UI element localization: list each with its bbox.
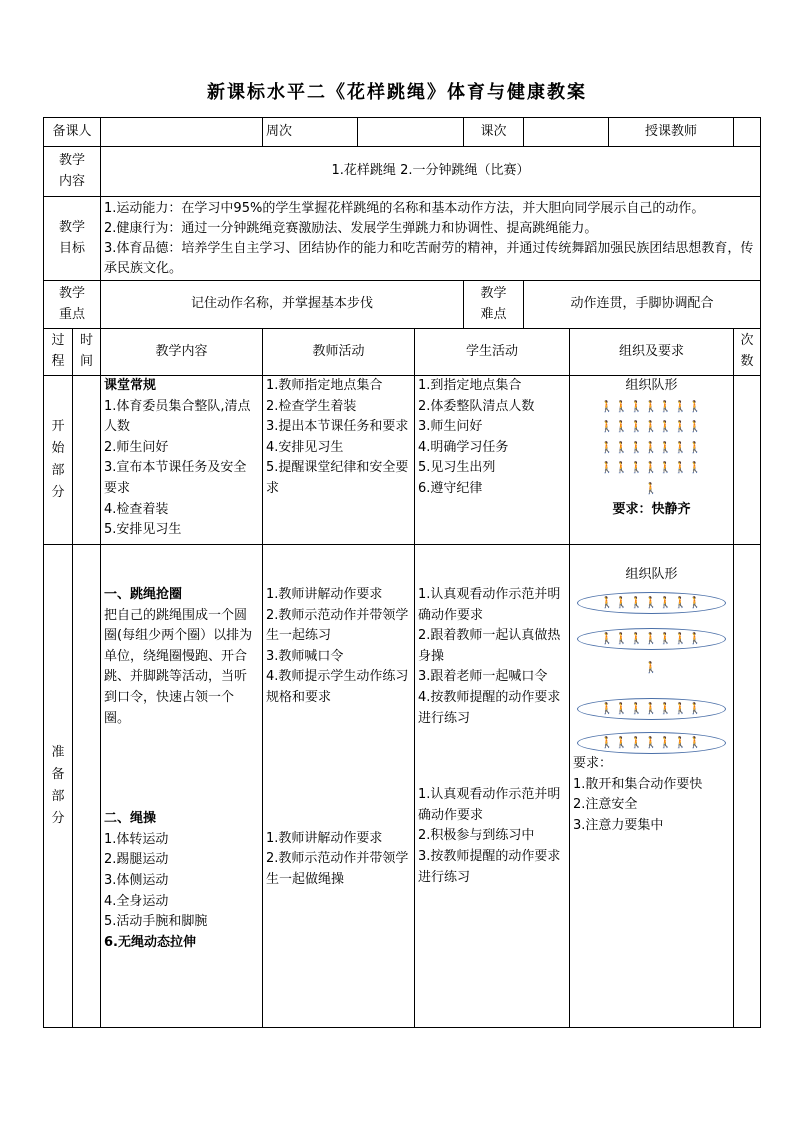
difficulty-label: 教学 难点 bbox=[464, 281, 524, 329]
header-row bbox=[44, 118, 761, 147]
preparer-value bbox=[101, 118, 263, 147]
col-student: 学生活动 bbox=[415, 329, 570, 376]
teacher-value bbox=[734, 118, 761, 147]
teacher-label: 授课教师 bbox=[609, 118, 734, 147]
column-header-row bbox=[44, 329, 761, 376]
col-teacher: 教师活动 bbox=[263, 329, 415, 376]
rope-circle-row: 🚶🚶🚶🚶🚶🚶🚶 bbox=[577, 698, 726, 720]
col-time: 时 间 bbox=[73, 329, 101, 376]
student-formation-row: 🚶🚶🚶🚶🚶🚶🚶 bbox=[600, 420, 703, 434]
teacher-figure-icon: 🚶 bbox=[644, 660, 659, 674]
student-start: 1.到指定地点集合 2.体委整队清点人数 3.师生问好 4.明确学习任务 5.见习生出列 6.遵守纪律 bbox=[415, 376, 570, 545]
week-value bbox=[358, 118, 464, 147]
count-prep bbox=[734, 545, 761, 1028]
content-text: 1.花样跳绳 2.一分钟跳绳（比赛） bbox=[101, 147, 761, 197]
keypoints-row bbox=[44, 281, 761, 329]
time-start bbox=[73, 376, 101, 545]
count-start bbox=[734, 376, 761, 545]
teacher-start: 1.教师指定地点集合 2.检查学生着装 3.提出本节课任务和要求 4.安排见习生 5.提醒课堂纪律和安全要求 bbox=[263, 376, 415, 545]
student-formation-row: 🚶🚶🚶🚶🚶🚶🚶 bbox=[600, 461, 703, 475]
student-formation-row: 🚶🚶🚶🚶🚶🚶🚶 bbox=[600, 399, 703, 413]
lesson-label: 课次 bbox=[464, 118, 524, 147]
rope-circle-row: 🚶🚶🚶🚶🚶🚶🚶 bbox=[577, 592, 726, 614]
col-process: 过 程 bbox=[44, 329, 73, 376]
content-row bbox=[44, 147, 761, 197]
rope-circle-row: 🚶🚶🚶🚶🚶🚶🚶 bbox=[577, 732, 726, 754]
teacher-figure-icon: 🚶 bbox=[644, 481, 659, 495]
page-title: 新课标水平二《花样跳绳》体育与健康教案 bbox=[207, 82, 587, 103]
section-prep-row bbox=[44, 545, 761, 1028]
org-start: 组织队形 🚶🚶🚶🚶🚶🚶🚶 🚶🚶🚶🚶🚶🚶🚶 🚶🚶🚶🚶🚶🚶🚶 🚶🚶🚶🚶🚶🚶🚶 🚶 要求：快静齐 bbox=[570, 376, 734, 545]
goals-row bbox=[44, 197, 761, 281]
preparer-label: 备课人 bbox=[44, 118, 101, 147]
stage-prep: 准 备 部 分 bbox=[44, 545, 73, 1028]
rope-circle-row: 🚶🚶🚶🚶🚶🚶🚶 bbox=[577, 628, 726, 650]
stage-start: 开 始 部 分 bbox=[44, 376, 73, 545]
content-prep: 一、跳绳抢圈 把自己的跳绳围成一个圆圈(每组少两个圈）以排为单位，绕绳圈慢跑、开合跳、并脚跳等活动，当听到口令，快速占领一个圈。 二、绳操 1.体转运动 2.踢腿运动 3.体侧运动 4.全身运动 5.活动手腕和脚腕 6.无绳动态拉伸 bbox=[101, 545, 263, 1028]
lesson-plan-table bbox=[43, 117, 761, 1028]
difficulty-text: 动作连贯，手脚协调配合 bbox=[524, 281, 761, 329]
col-content: 教学内容 bbox=[101, 329, 263, 376]
key-text: 记住动作名称，并掌握基本步伐 bbox=[101, 281, 464, 329]
goals-label: 教学 目标 bbox=[44, 197, 101, 281]
content-start: 课堂常规 1.体育委员集合整队,清点人数 2.师生问好 3.宣布本节课任务及安全要求 4.检查着装 5.安排见习生 bbox=[101, 376, 263, 545]
lesson-value bbox=[524, 118, 609, 147]
student-prep: 1.认真观看动作示范并明确动作要求 2.跟着教师一起认真做热身操 3.跟着老师一起喊口令 4.按教师提醒的动作要求进行练习 1.认真观看动作示范并明确动作要求 2.积极参与到练习中 3.按教师提醒的动作要求进行练习 bbox=[415, 545, 570, 1028]
section-start-row bbox=[44, 376, 761, 545]
teacher-prep: 1.教师讲解动作要求 2.教师示范动作并带领学生一起练习 3.教师喊口令 4.教师提示学生动作练习规格和要求 1.教师讲解动作要求 2.教师示范动作并带领学生一起做绳操 bbox=[263, 545, 415, 1028]
key-label: 教学 重点 bbox=[44, 281, 101, 329]
goals-text: 1.运动能力：在学习中95%的学生掌握花样跳绳的名称和基本动作方法，并大胆向同学展示自己的动作。 2.健康行为：通过一分钟跳绳竞赛激励法、发展学生弹跳力和协调性、提高跳绳能力。 3.体育品德：培养学生自主学习、团结协作的能力和吃苦耐劳的精神，并通过传统舞蹈加强民族团结思想教育，传承民族文化。 bbox=[101, 197, 761, 281]
org-prep: 组织队形 🚶🚶🚶🚶🚶🚶🚶 🚶🚶🚶🚶🚶🚶🚶 🚶 🚶🚶🚶🚶🚶🚶🚶 🚶🚶🚶🚶🚶🚶🚶 要求： 1.散开和集合动作要快 2.注意安全 3.注意力要集中 bbox=[570, 545, 734, 1028]
student-formation-row: 🚶🚶🚶🚶🚶🚶🚶 bbox=[600, 440, 703, 454]
content-label: 教学 内容 bbox=[44, 147, 101, 197]
time-prep bbox=[73, 545, 101, 1028]
col-org: 组织及要求 bbox=[570, 329, 734, 376]
col-count: 次 数 bbox=[734, 329, 761, 376]
week-label: 周次 bbox=[263, 118, 358, 147]
